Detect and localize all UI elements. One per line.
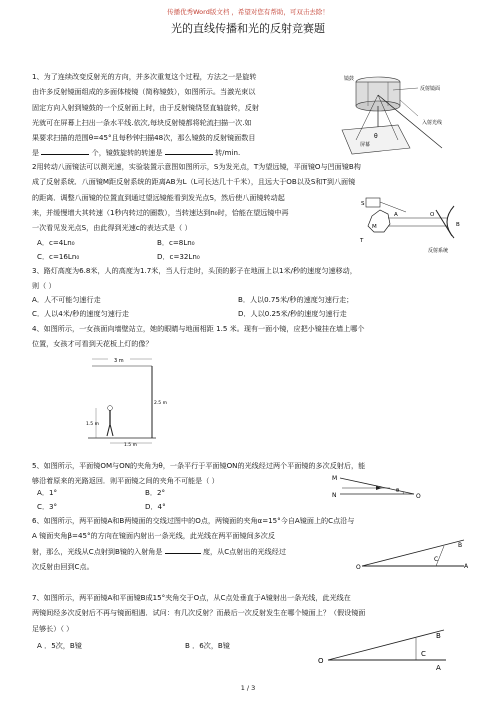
q5-label-m: M (332, 475, 338, 482)
q5-options (37, 486, 166, 514)
page-header: 传播优秀Word版文档 ，希望对您有帮助，可双击去除！ (167, 8, 329, 16)
q2-option-c[interactable]: C．c=16Ln₀ (37, 252, 80, 261)
q1-blank-faces[interactable] (41, 146, 89, 155)
q6-label-c: C (434, 556, 439, 563)
q2-label-o: O (430, 212, 435, 218)
q7-label-c: C (421, 650, 426, 658)
q6-label-o: O (356, 564, 361, 570)
question-3 (32, 263, 357, 294)
q1-line: 果要求扫描的范围θ=45°且每秒钟扫描48次，那么镜鼓的反射镜面数目 (32, 133, 256, 143)
q2-line: 一次看见发光点S，由此得到光速c的表达式是（ ） (32, 223, 192, 233)
q2-label-a: A (394, 212, 398, 218)
q7-line: 7、如图所示，两平面镜A和平面镜B成15°夹角交于O点，从C点处垂直于A镜射出一条光线，此光线在 (32, 593, 351, 602)
q3-line: 则（ ） (32, 281, 56, 291)
q1-label-incident: 入射光线 (422, 120, 443, 126)
q4-line: 位置，女孩才可看到天花板上灯的像？ (32, 339, 153, 349)
question-6 (32, 513, 354, 574)
q1-line: 固定方向入射到镜鼓的一个反射面上时，由于反射镜绕竖直轴旋转，反射 (32, 102, 259, 112)
q2-label-t: T (360, 238, 364, 244)
q1-label-screen: 屏幕 (360, 142, 371, 148)
q2-label-s: S (361, 201, 365, 207)
q1-last-line: 是 个，镜鼓旋转的转速是 转/min. (32, 148, 241, 158)
q2-label-system: 反射系统 (428, 248, 449, 254)
q6-line: A 镜面夹角β=45°的方向在镜面内射出一条光线，此光线在两平面镜间多次反 (32, 531, 275, 541)
q5-label-theta: θ (396, 488, 400, 494)
question-1 (32, 69, 259, 161)
q5-label-n: N (332, 492, 337, 499)
q2-options (37, 236, 200, 264)
q3-line: 3、路灯高度为6.8米，人的高度为1.7米，当人行走时，头顶的影子在地面上以1米/秒的速度匀速移动， (32, 266, 357, 275)
q7-line: 足够长）（ ） (32, 623, 74, 633)
question-5 (32, 458, 365, 489)
q6-line: 6、如图所示，两平面镜A和B两镜面的交线过图中的O点，两镜面的夹角α=15°今自A镜面上的C点沿与 (32, 516, 355, 525)
q2-option-b[interactable]: B．c=8Ln₀ (157, 238, 195, 247)
q1-line: 1、为了连续改变反射光的方向，并多次重复这个过程，方法之一是旋转 (32, 72, 257, 81)
q4-label-left: 1.5 m (86, 422, 99, 427)
q1-blank-speed[interactable] (165, 146, 213, 155)
q7-option-a[interactable]: A ．5次，B镜 (37, 641, 82, 650)
question-2 (32, 159, 361, 235)
q2-option-d[interactable]: D．c=32Ln₀ (157, 252, 200, 261)
q6-blank-angle[interactable] (165, 545, 201, 554)
q4-line: 4、如图所示，一女孩面向墙壁站立，她的眼睛与地面相距 1.5 米。现有一面小镜，应把小镜挂在墙上哪个 (32, 324, 365, 333)
q1-figure (338, 70, 468, 156)
q5-figure (332, 472, 428, 502)
q2-line: 成了反射系统．八面镜M距反射系统的距离AB为L（L可长达几十千米），且远大于OB以及S和T到八面镜 (32, 177, 356, 187)
q7-figure (318, 626, 454, 672)
q3-option-b[interactable]: B．人以0.75米/秒的速度匀速行走； (238, 295, 354, 304)
q2-figure (358, 196, 468, 260)
q2-label-m: M (372, 224, 377, 230)
q1-label-theta: θ (374, 133, 378, 140)
q6-line-3: 射，那么，光线从C点射到B镜的入射角是 度，从C点射出的光线经过 (32, 546, 286, 556)
q4-figure (84, 352, 174, 447)
q7-label-a: A (436, 664, 441, 672)
q2-option-a[interactable]: A．c=4Ln₀ (37, 238, 75, 247)
q6-label-a: A (464, 563, 469, 570)
question-7 (32, 590, 365, 636)
q5-option-b[interactable]: B．2° (145, 488, 166, 497)
q4-label-right: 2.5 m (154, 401, 167, 406)
q6-label-b: B (458, 542, 463, 549)
q5-line: 够沿着原来的光路返回．则平面镜之间的夹角不可能是（ ） (32, 476, 219, 486)
q7-options (37, 638, 230, 653)
q3-options (32, 293, 353, 321)
q2-label-b: B (456, 222, 460, 228)
q3-option-c[interactable]: C．人以4米/秒的速度匀速行走 (32, 309, 129, 318)
q2-line: 的距离．调整八面镜的位置直到通过望远镜能看到发光点S，然后使八面镜转动起 (32, 192, 285, 202)
q1-label-drum: 镜鼓 (344, 76, 355, 82)
page-number: 1 / 3 (240, 684, 256, 692)
q6-figure (356, 538, 472, 570)
q3-option-d[interactable]: D．人以0.25米/秒的速度匀速行走 (238, 309, 347, 318)
q1-line: 由许多反射镜面组成的多面体棱镜（简称镜鼓），如图所示。当激光束以 (32, 87, 256, 97)
q1-label-mirror: 反射镜面 (420, 86, 441, 92)
q5-option-d[interactable]: D．4° (145, 502, 166, 511)
q7-line: 两镜间经多次反射后不再与镜面相遇．试问：有几次反射？而最后一次反射发生在哪个镜面上？（假设镜面 (32, 608, 366, 618)
q4-label-bottom: 1.5 m (124, 443, 137, 447)
q5-option-a[interactable]: A．1° (37, 488, 58, 497)
q5-option-c[interactable]: C．3° (37, 502, 58, 511)
q7-option-b[interactable]: B ．6次，B镜 (185, 641, 230, 650)
q7-label-o: O (318, 657, 324, 665)
question-4 (32, 321, 364, 352)
q7-label-b: B (436, 632, 441, 640)
q1-line: 光就可在屏幕上扫出一条水平线.依次,每块反射镜都将轮流扫描一次.如 (32, 117, 252, 127)
q2-line: 来，并缓慢增大其转速（1秒内转过的圈数），当转速达到n₀时，恰能在望远镜中再 (32, 207, 289, 217)
q4-label-top: 3 m (114, 358, 124, 364)
q5-label-o: O (416, 493, 421, 500)
q2-line: 2用转动八面镜法可以测光速，实验装置示意图如图所示，S为发光点，T为望远镜，平面镜O与凹面镜B构 (32, 162, 361, 171)
q5-line: 5、如图所示，平面镜OM与ON的夹角为θ，一条平行于平面镜ON的光线经过两个平面镜的多次反射后，能 (32, 461, 366, 470)
document-title: 光的直线传播和光的反射竞赛题 (171, 22, 325, 35)
q6-line-4: 次反射由回到C点。 (32, 561, 94, 571)
q3-option-a[interactable]: A．人不可能匀速行走 (32, 295, 101, 304)
